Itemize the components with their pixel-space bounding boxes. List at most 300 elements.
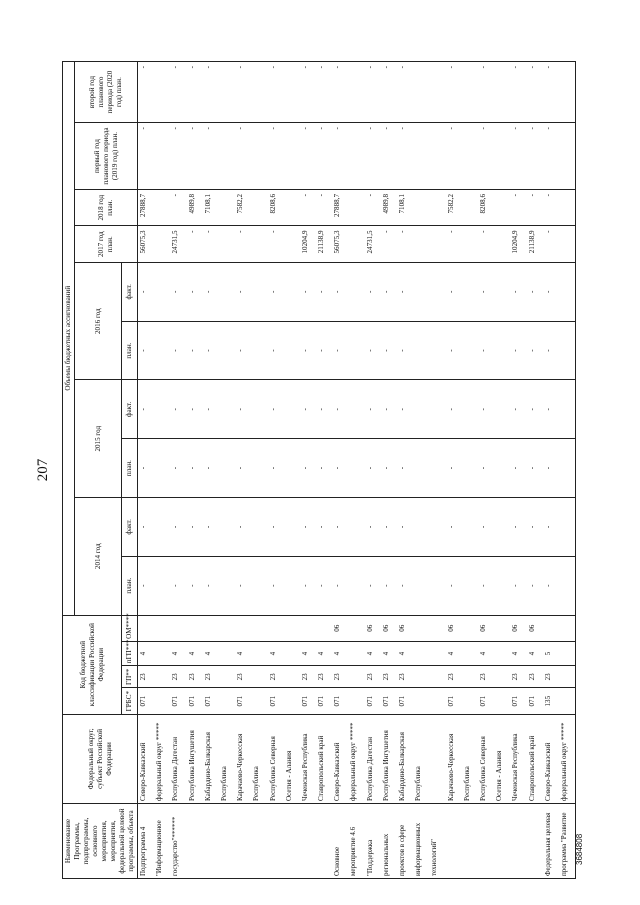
gp-cell — [219, 666, 235, 688]
value-cell: - — [365, 189, 381, 225]
value-cell — [154, 556, 170, 615]
value-cell — [413, 226, 429, 262]
om-cell — [219, 615, 235, 641]
value-cell: - — [187, 556, 203, 615]
page-number: 207 — [35, 458, 51, 482]
pgp-cell — [494, 641, 510, 665]
value-cell — [429, 262, 445, 321]
grbs-cell: 071 — [203, 688, 219, 714]
value-cell — [429, 556, 445, 615]
om-cell: 06 — [365, 615, 381, 641]
district-cell: Республика Северная — [478, 714, 494, 803]
value-cell: 21138,9 — [527, 226, 543, 262]
gp-cell — [429, 666, 445, 688]
gp-cell: 23 — [478, 666, 494, 688]
value-cell — [559, 123, 576, 190]
header-fact-2016: факт. — [122, 262, 138, 321]
value-cell: - — [187, 380, 203, 439]
value-cell: - — [300, 189, 316, 225]
om-cell: 06 — [446, 615, 462, 641]
value-cell: - — [543, 226, 559, 262]
om-cell — [462, 615, 478, 641]
table-row — [397, 62, 413, 879]
grbs-cell: 071 — [187, 688, 203, 714]
value-cell — [154, 497, 170, 556]
value-cell: - — [138, 439, 155, 498]
value-cell: - — [365, 262, 381, 321]
value-cell: - — [365, 497, 381, 556]
grbs-cell — [494, 688, 510, 714]
pgp-cell: 4 — [316, 641, 332, 665]
header-year-2017: 2017 год план. — [75, 226, 138, 262]
value-cell: - — [543, 556, 559, 615]
value-cell: - — [397, 62, 413, 123]
grbs-cell: 071 — [527, 688, 543, 714]
program-cell: "Информационное — [154, 804, 170, 879]
value-cell: - — [397, 123, 413, 190]
om-cell — [559, 615, 576, 641]
value-cell: - — [138, 123, 155, 190]
pgp-cell: 4 — [446, 641, 462, 665]
program-cell — [187, 804, 203, 879]
value-cell — [494, 189, 510, 225]
om-cell: 06 — [510, 615, 526, 641]
value-cell: - — [527, 62, 543, 123]
value-cell — [413, 439, 429, 498]
value-cell: - — [527, 321, 543, 380]
value-cell: - — [332, 321, 348, 380]
value-cell: - — [446, 226, 462, 262]
program-cell — [527, 804, 543, 879]
value-cell: - — [268, 556, 284, 615]
district-cell: Республика — [219, 714, 235, 803]
value-cell: - — [446, 123, 462, 190]
value-cell: - — [203, 62, 219, 123]
table-row — [332, 62, 348, 879]
value-cell: - — [397, 439, 413, 498]
value-cell: - — [381, 439, 397, 498]
program-cell: государство"****** — [170, 804, 186, 879]
grbs-cell: 071 — [478, 688, 494, 714]
om-cell — [316, 615, 332, 641]
table-body — [138, 62, 576, 879]
value-cell — [559, 321, 576, 380]
value-cell: - — [332, 262, 348, 321]
value-cell: - — [381, 321, 397, 380]
value-cell: - — [527, 380, 543, 439]
value-cell — [348, 189, 364, 225]
value-cell: - — [478, 556, 494, 615]
value-cell — [219, 262, 235, 321]
value-cell: - — [332, 380, 348, 439]
value-cell: - — [446, 321, 462, 380]
value-cell: - — [170, 189, 186, 225]
program-cell: мероприятие 4.6 — [348, 804, 364, 879]
value-cell — [348, 497, 364, 556]
pgp-cell — [154, 641, 170, 665]
gp-cell: 23 — [446, 666, 462, 688]
value-cell: - — [187, 226, 203, 262]
value-cell — [348, 226, 364, 262]
value-cell: - — [203, 556, 219, 615]
pgp-cell: 4 — [510, 641, 526, 665]
grbs-cell: 071 — [381, 688, 397, 714]
value-cell — [494, 62, 510, 123]
value-cell: - — [478, 262, 494, 321]
value-cell: - — [203, 262, 219, 321]
value-cell: - — [300, 497, 316, 556]
value-cell: - — [478, 62, 494, 123]
value-cell — [284, 497, 300, 556]
value-cell: - — [138, 262, 155, 321]
value-cell: - — [365, 380, 381, 439]
value-cell — [251, 380, 267, 439]
value-cell: - — [235, 123, 251, 190]
program-cell — [235, 804, 251, 879]
value-cell — [348, 439, 364, 498]
om-cell — [300, 615, 316, 641]
table-row — [170, 62, 186, 879]
table-row — [429, 62, 445, 879]
program-cell: Федеральная целевая — [543, 804, 559, 879]
value-cell: - — [138, 62, 155, 123]
om-cell — [203, 615, 219, 641]
value-cell: - — [332, 497, 348, 556]
value-cell — [154, 439, 170, 498]
program-cell — [251, 804, 267, 879]
value-cell — [462, 321, 478, 380]
om-cell — [138, 615, 155, 641]
om-cell — [494, 615, 510, 641]
value-cell — [494, 321, 510, 380]
header-year-2019: первый год планового периода (2019 год) план. — [75, 123, 138, 190]
value-cell: - — [138, 321, 155, 380]
value-cell: - — [527, 497, 543, 556]
pgp-cell: 4 — [138, 641, 155, 665]
district-cell: Чеченская Республика — [510, 714, 526, 803]
value-cell: - — [268, 226, 284, 262]
grbs-cell — [559, 688, 576, 714]
value-cell: - — [365, 439, 381, 498]
district-cell: Республика — [462, 714, 478, 803]
table-row — [348, 62, 364, 879]
header-year-2014: 2014 год — [75, 497, 122, 615]
pgp-cell: 4 — [203, 641, 219, 665]
table-row — [527, 62, 543, 879]
grbs-cell: 071 — [300, 688, 316, 714]
district-cell — [429, 714, 445, 803]
table-row — [478, 62, 494, 879]
value-cell — [219, 556, 235, 615]
program-cell — [510, 804, 526, 879]
header-kbk: Код бюджетной классификации Российской Федерации — [63, 615, 122, 714]
program-cell: проектов в сфере — [397, 804, 413, 879]
value-cell — [219, 123, 235, 190]
value-cell — [462, 62, 478, 123]
value-cell — [284, 556, 300, 615]
gp-cell — [348, 666, 364, 688]
value-cell: 7582,2 — [235, 189, 251, 225]
grbs-cell: 071 — [365, 688, 381, 714]
budget-allocation-table — [62, 61, 576, 879]
district-cell: Республика — [251, 714, 267, 803]
district-cell: Осетия - Алания — [494, 714, 510, 803]
program-cell: программа "Развитие — [559, 804, 576, 879]
om-cell — [543, 615, 559, 641]
gp-cell — [462, 666, 478, 688]
om-cell: 06 — [527, 615, 543, 641]
value-cell: - — [316, 262, 332, 321]
table-row — [462, 62, 478, 879]
value-cell — [154, 226, 170, 262]
district-cell: Осетия - Алания — [284, 714, 300, 803]
grbs-cell — [251, 688, 267, 714]
program-cell — [268, 804, 284, 879]
pgp-cell: 4 — [381, 641, 397, 665]
value-cell — [284, 226, 300, 262]
om-cell — [268, 615, 284, 641]
value-cell: - — [510, 321, 526, 380]
district-cell: федеральный округ ***** — [559, 714, 576, 803]
table-row — [543, 62, 559, 879]
value-cell — [284, 62, 300, 123]
table-row — [268, 62, 284, 879]
value-cell: 7108,1 — [397, 189, 413, 225]
value-cell — [429, 123, 445, 190]
pgp-cell: 4 — [300, 641, 316, 665]
value-cell: - — [478, 321, 494, 380]
value-cell: - — [187, 321, 203, 380]
value-cell: - — [446, 556, 462, 615]
value-cell: - — [381, 262, 397, 321]
gp-cell — [559, 666, 576, 688]
value-cell: 10204,9 — [510, 226, 526, 262]
pgp-cell — [251, 641, 267, 665]
header-program-name: Наименование Программы, подпрограммы, основного мероприятия, мероприятия, федеральной целевой программы, объекта — [63, 804, 138, 879]
budget-table-wrapper — [62, 61, 576, 879]
pgp-cell: 5 — [543, 641, 559, 665]
value-cell: - — [203, 497, 219, 556]
value-cell — [284, 439, 300, 498]
grbs-cell: 071 — [316, 688, 332, 714]
value-cell — [284, 123, 300, 190]
om-cell: 06 — [478, 615, 494, 641]
value-cell — [429, 226, 445, 262]
value-cell: - — [316, 497, 332, 556]
value-cell: - — [268, 321, 284, 380]
header-year-2016: 2016 год — [75, 262, 122, 380]
value-cell: - — [235, 262, 251, 321]
grbs-cell — [348, 688, 364, 714]
value-cell: 4989,8 — [381, 189, 397, 225]
value-cell: - — [397, 380, 413, 439]
gp-cell: 23 — [510, 666, 526, 688]
value-cell — [251, 123, 267, 190]
value-cell: - — [170, 123, 186, 190]
value-cell: - — [203, 380, 219, 439]
table-row — [251, 62, 267, 879]
value-cell — [154, 62, 170, 123]
value-cell — [219, 497, 235, 556]
value-cell — [559, 189, 576, 225]
value-cell: - — [397, 226, 413, 262]
header-grbs: ГРБС* — [122, 688, 138, 714]
pgp-cell: 4 — [527, 641, 543, 665]
district-cell: федеральный округ ***** — [154, 714, 170, 803]
district-cell: Республика Дагестан — [365, 714, 381, 803]
gp-cell: 23 — [397, 666, 413, 688]
gp-cell: 23 — [170, 666, 186, 688]
gp-cell: 23 — [235, 666, 251, 688]
program-cell — [446, 804, 462, 879]
value-cell: - — [268, 380, 284, 439]
value-cell: - — [300, 123, 316, 190]
value-cell: - — [170, 556, 186, 615]
value-cell: - — [365, 556, 381, 615]
program-cell — [478, 804, 494, 879]
value-cell: - — [446, 380, 462, 439]
value-cell: - — [170, 262, 186, 321]
value-cell: - — [381, 556, 397, 615]
value-cell — [462, 556, 478, 615]
value-cell: - — [527, 439, 543, 498]
value-cell — [154, 321, 170, 380]
value-cell — [462, 380, 478, 439]
value-cell: - — [300, 262, 316, 321]
grbs-cell: 071 — [170, 688, 186, 714]
table-row — [494, 62, 510, 879]
value-cell: - — [235, 497, 251, 556]
value-cell — [154, 380, 170, 439]
district-cell: Республика Ингушетия — [187, 714, 203, 803]
table-row — [510, 62, 526, 879]
pgp-cell: 4 — [332, 641, 348, 665]
value-cell: - — [332, 62, 348, 123]
om-cell: 06 — [381, 615, 397, 641]
gp-cell — [413, 666, 429, 688]
value-cell — [219, 380, 235, 439]
value-cell: - — [203, 123, 219, 190]
value-cell: - — [381, 226, 397, 262]
value-cell — [429, 380, 445, 439]
value-cell: - — [170, 62, 186, 123]
value-cell: - — [478, 123, 494, 190]
value-cell: - — [510, 262, 526, 321]
value-cell: 27888,7 — [138, 189, 155, 225]
pgp-cell — [284, 641, 300, 665]
table-header — [63, 62, 138, 879]
value-cell: - — [316, 321, 332, 380]
value-cell — [348, 262, 364, 321]
header-plan-2016: план. — [122, 321, 138, 380]
value-cell: - — [187, 497, 203, 556]
value-cell — [429, 497, 445, 556]
value-cell: 7582,2 — [446, 189, 462, 225]
header-plan-2015: план. — [122, 439, 138, 498]
om-cell — [187, 615, 203, 641]
value-cell — [494, 380, 510, 439]
program-cell: региональных — [381, 804, 397, 879]
value-cell: - — [187, 262, 203, 321]
value-cell: - — [235, 62, 251, 123]
value-cell: - — [446, 62, 462, 123]
pgp-cell — [559, 641, 576, 665]
gp-cell: 23 — [300, 666, 316, 688]
om-cell — [284, 615, 300, 641]
table-row — [365, 62, 381, 879]
grbs-cell — [413, 688, 429, 714]
grbs-cell: 071 — [510, 688, 526, 714]
value-cell — [284, 262, 300, 321]
value-cell: - — [527, 189, 543, 225]
value-cell — [494, 226, 510, 262]
value-cell: - — [332, 123, 348, 190]
table-row — [446, 62, 462, 879]
value-cell: - — [300, 380, 316, 439]
value-cell — [413, 497, 429, 556]
value-cell — [462, 262, 478, 321]
value-cell: - — [381, 62, 397, 123]
value-cell — [251, 62, 267, 123]
value-cell: - — [478, 380, 494, 439]
value-cell: 56075,3 — [332, 226, 348, 262]
value-cell: - — [235, 556, 251, 615]
value-cell — [559, 62, 576, 123]
district-cell: Северо-Кавказский — [543, 714, 559, 803]
value-cell: 4989,8 — [187, 189, 203, 225]
om-cell — [251, 615, 267, 641]
value-cell: - — [397, 262, 413, 321]
value-cell: - — [300, 62, 316, 123]
value-cell: - — [510, 497, 526, 556]
grbs-cell — [462, 688, 478, 714]
value-cell: - — [300, 321, 316, 380]
value-cell — [251, 497, 267, 556]
value-cell: - — [527, 262, 543, 321]
header-budget: Объемы бюджетных ассигнований — [63, 62, 75, 616]
program-cell — [284, 804, 300, 879]
district-cell: Республика Ингушетия — [381, 714, 397, 803]
gp-cell: 23 — [138, 666, 155, 688]
grbs-cell: 071 — [235, 688, 251, 714]
value-cell — [348, 62, 364, 123]
district-cell: Ставропольский край — [316, 714, 332, 803]
value-cell — [219, 321, 235, 380]
value-cell — [154, 189, 170, 225]
gp-cell: 23 — [203, 666, 219, 688]
pgp-cell: 4 — [187, 641, 203, 665]
value-cell: - — [446, 497, 462, 556]
value-cell: - — [138, 556, 155, 615]
grbs-cell: 071 — [397, 688, 413, 714]
om-cell: 06 — [397, 615, 413, 641]
value-cell — [413, 123, 429, 190]
program-cell — [316, 804, 332, 879]
value-cell — [251, 226, 267, 262]
value-cell: - — [316, 189, 332, 225]
value-cell — [559, 262, 576, 321]
gp-cell: 23 — [187, 666, 203, 688]
pgp-cell — [462, 641, 478, 665]
value-cell — [284, 321, 300, 380]
value-cell: 10204,9 — [300, 226, 316, 262]
value-cell — [559, 380, 576, 439]
pgp-cell — [348, 641, 364, 665]
value-cell — [413, 189, 429, 225]
value-cell: - — [510, 556, 526, 615]
value-cell — [429, 189, 445, 225]
document-id: 3684808 — [575, 833, 584, 865]
